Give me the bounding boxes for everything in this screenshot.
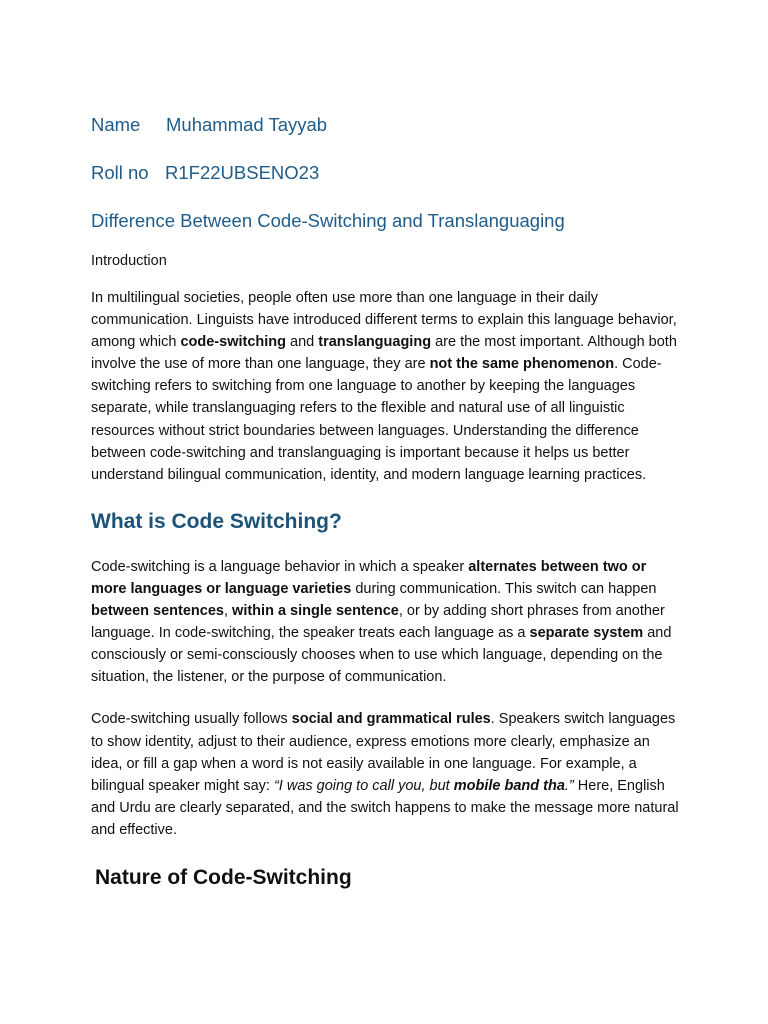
document-content — [91, 112, 685, 892]
roll-label: Roll no — [91, 162, 149, 183]
roll-value: R1F22UBSENO23 — [165, 162, 320, 183]
cs1-text-5: and consciously or semi-consciously chooses when to use which language, depending on the situation, the listener, or the purpose of communication. — [91, 625, 672, 686]
cs1-text-2: during communication. This switch can happen — [351, 580, 657, 597]
roll-row — [91, 160, 685, 186]
section-heading-what-is-code-switching: What is Code Switching? — [91, 509, 342, 533]
section-heading-nature-of-code-switching: Nature of Code-Switching — [95, 865, 352, 889]
cs1-text-1: Code-switching is a language behavior in which a speaker — [91, 558, 469, 575]
code-switching-paragraph-2 — [91, 708, 685, 841]
cs2-text-1: Code-switching usually follows — [91, 711, 292, 728]
intro-text-4: . Code-switching refers to switching from one language to another by keeping the languages separate, while translanguaging refers to the flexible and natural use of all linguistic resources without strict boundaries between languages. Understanding the difference between code-switching and translanguaging is important because it helps us better understand bilingual communication, identity, and modern language learning practices. — [91, 356, 662, 483]
document-title: Difference Between Code-Switching and Translanguaging — [91, 210, 565, 231]
cs1-bold-within-sentence: within a single sentence — [232, 603, 399, 620]
intro-text-1: In multilingual societies, people often use more than one language in their daily communication. Linguists have introduced different terms to explain this language behavior, among which — [91, 290, 677, 351]
intro-bold-not-same: not the same phenomenon — [429, 356, 615, 373]
cs2-example-bold-italic: mobile band tha — [453, 777, 565, 794]
intro-bold-translanguaging: translanguaging — [318, 334, 432, 351]
cs2-example-quote-end: .” — [564, 777, 574, 794]
cs2-example-quote-start: “I was going to call you, but — [273, 777, 454, 794]
cs2-text-2: . Speakers switch languages to show identity, adjust to their audience, express emotions more clearly, emphasize an idea, or fill a gap when a word is not easily available in one language. For example, a bilingual speaker might say: — [91, 711, 676, 794]
intro-text-3: are the most important. Although both involve the use of more than one language, they are — [91, 334, 677, 373]
cs1-bold-between-sentences: between sentences — [91, 603, 224, 620]
cs1-text-3: , — [223, 603, 233, 620]
cs1-text-4: , or by adding short phrases from another language. In code-switching, the speaker treats each language as a — [91, 603, 665, 642]
intro-text-2: and — [286, 334, 319, 351]
cs2-bold-social-rules: social and grammatical rules — [291, 711, 491, 728]
intro-bold-code-switching: code-switching — [180, 334, 287, 351]
name-label: Name — [91, 114, 141, 135]
name-value: Muhammad Tayyab — [166, 114, 328, 135]
introduction-heading: Introduction — [91, 253, 167, 269]
code-switching-paragraph-1 — [91, 556, 685, 689]
cs2-text-3: Here, English and Urdu are clearly separated, and the switch happens to make the message more natural and effective. — [91, 777, 679, 838]
cs1-bold-separate-system: separate system — [529, 625, 644, 642]
introduction-paragraph — [91, 287, 685, 486]
cs1-bold-alternates: alternates between two or more languages or language varieties — [91, 558, 647, 597]
name-row — [91, 112, 685, 138]
